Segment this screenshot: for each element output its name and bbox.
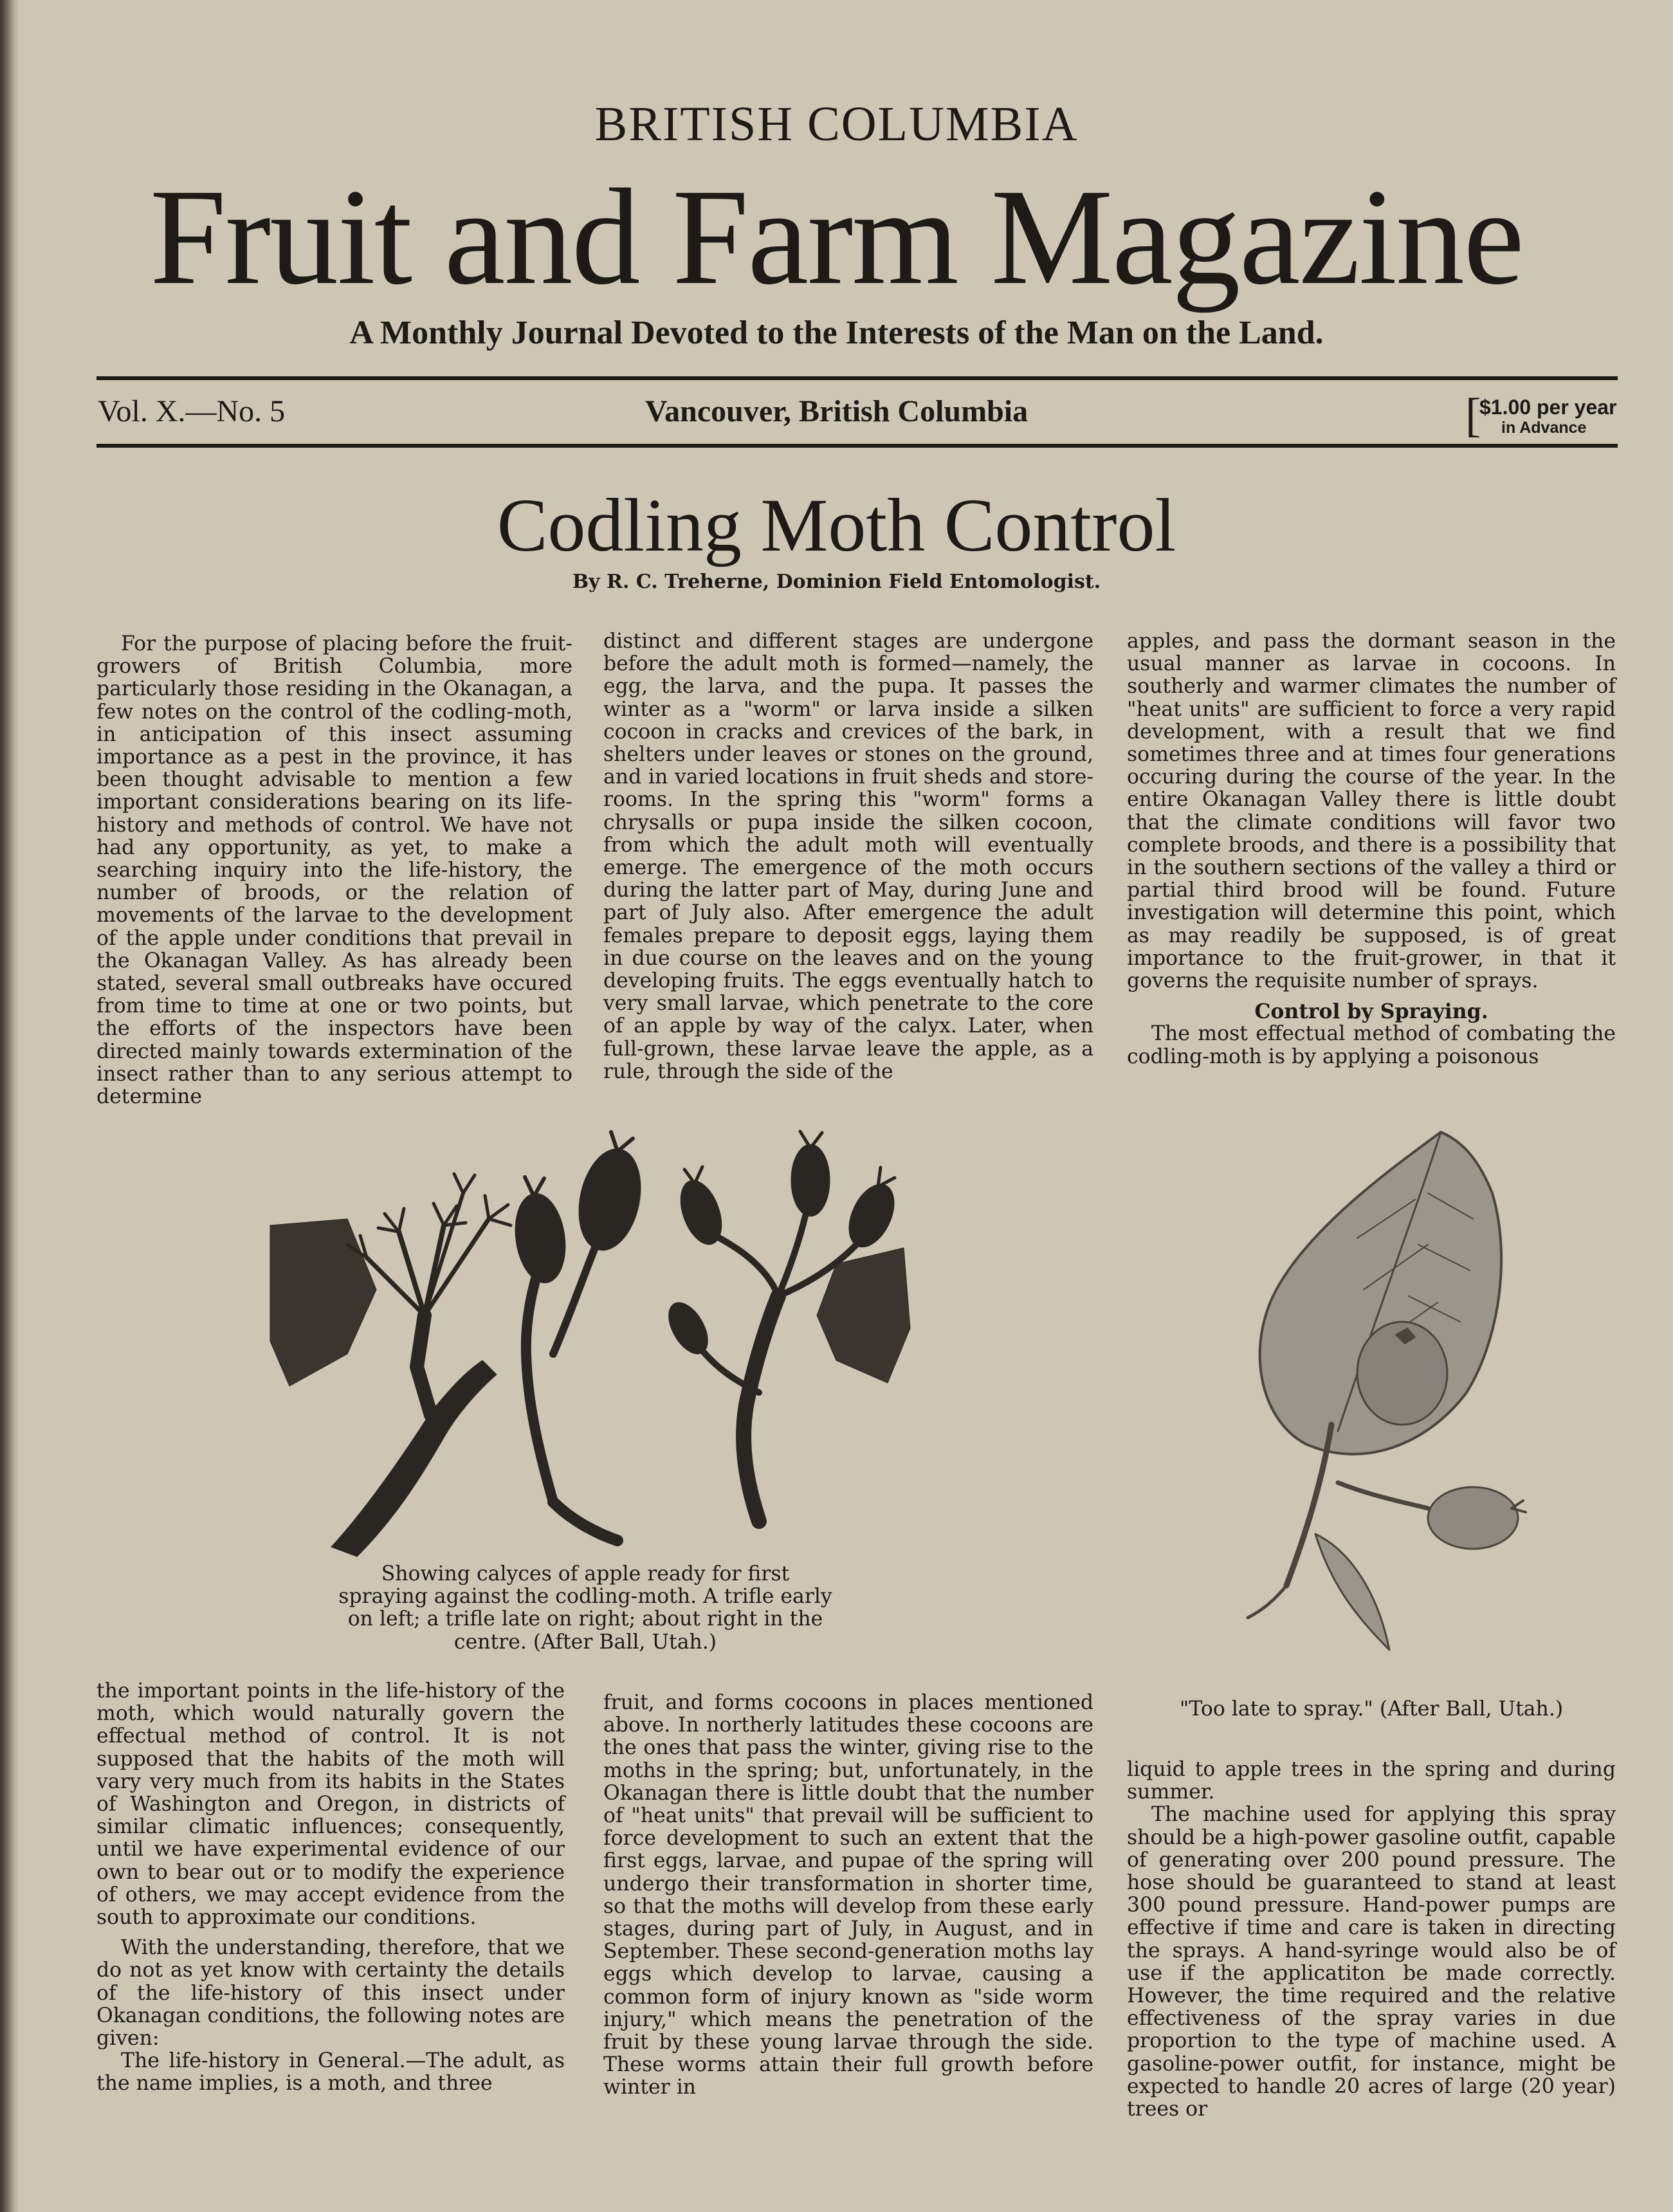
- column-2-upper: [603, 630, 1093, 1083]
- masthead-kicker: BRITISH COLUMBIA: [594, 97, 1079, 151]
- price-bracket: [: [1465, 389, 1481, 442]
- masthead-rule-top: [96, 376, 1618, 380]
- column-3-upper: [1127, 630, 1616, 1068]
- paragraph: the important points in the life-history of the moth, which would naturally govern the effectual method of control. It is not supposed that the habits of the moth will vary very much from its habits in the States of Washington and Oregon, in districts of similar climatic influences; consequently, until we have experimental evidence of our own to bear out or to modify the experience of others, we may accept evidence from the south to approximate our conditions.: [96, 1679, 565, 1930]
- figure-caption-calyces: Showing calyces of apple ready for first spraying against the codling-moth. A trifle early on left; a trifle late on right; about right in the centre. (After Ball, Utah.): [338, 1562, 832, 1654]
- paragraph: apples, and pass the dormant season in the usual manner as larvae in cocoons. In southerly and warmer climates the number of "heat units" are sufficient to force a very rapid development, with a result that we find sometimes three and at times four generations occuring during the course of the year. In the entire Okanagan Valley there is little doubt that the climate conditions will favor two complete broods, and there is a possibility that in the southern sections of the valley a third or partial third brood will be found. Future investigation will determine this point, which as may readily be supposed, is of great importance to the fruit-grower, in that it governs the requisite number of sprays.: [1127, 630, 1616, 993]
- price-note: in Advance: [1501, 419, 1587, 437]
- article-title: Codling Moth Control: [497, 483, 1176, 567]
- masthead-title: Fruit and Farm Magazine: [149, 161, 1524, 313]
- column-2-lower: [603, 1692, 1093, 2099]
- masthead-subtitle: A Monthly Journal Devoted to the Interests of the Man on the Land.: [349, 315, 1324, 351]
- paragraph: distinct and different stages are undergone before the adult moth is formed—namely, the egg, the larva, and the pupa. It passes the winter as a "worm" or larva inside a silken cocoon in cracks and crevices of the bark, in shelters under leaves or stones on the ground, and in varied locations in fruit sheds and store-rooms. In the spring this "worm" forms a chrysalls or pupa inside the silken cocoon, from which the adult moth will eventually emerge. The emergence of the moth occurs during the latter part of May, during June and part of July also. After emergence the adult females prepare to deposit eggs, laying them in due course on the leaves and on the young developing fruits. The eggs eventually hatch to very small larvae, which penetrate to the core of an apple by way of the calyx. Later, when full-grown, these larvae leave the apple, as a rule, through the side of the: [603, 630, 1093, 1083]
- paragraph: liquid to apple trees in the spring and during summer.: [1127, 1758, 1616, 1804]
- paragraph: fruit, and forms cocoons in places mentioned above. In northerly latitudes these cocoons are the ones that pass the winter, giving rise to the moths in the spring; but, unfortunately, in the Okanagan there is little doubt that the number of "heat units" that prevail will be sufficient to force development to such an extent that the first eggs, larvae, and pupae of the spring will undergo their transformation in shorter time, so that the moths will develop from these early stages, during part of July, in August, and in September. These second-generation moths lay eggs which develop to larvae, causing a common form of injury known as "side worm injury," which means the penetration of the fruit by these young larvae through the side. These worms attain their full growth before winter in: [603, 1691, 1093, 2099]
- figure-apple-calyces: [270, 1122, 913, 1560]
- figure-caption-leaf: "Too late to spray." (After Ball, Utah.): [1179, 1697, 1564, 1721]
- paragraph: The machine used for applying this spray should be a high-power gasoline outfit, capable of generating over 200 pound pressure. The hose should be guaranteed to stand at least 300 pound pressure. Hand-power pumps are effective if time and care is taken in directing the sprays. A hand-syringe would also be of use if the applicatiton be made correctly. However, the time required and the relative effectiveness of the spray varies in due proportion to the type of machine used. A gasoline-power outfit, for instance, might be expected to handle 20 acres of large (20 year) trees or: [1127, 1803, 1616, 2121]
- paragraph: The most effectual method of combating the codling-moth is by applying a poisonous: [1127, 1022, 1616, 1068]
- column-1-upper: [96, 633, 572, 1108]
- paragraph: For the purpose of placing before the fruit-growers of British Columbia, more particularly those residing in the Okanagan, a few notes on the control of the codling-moth, in anticipation of this insect assuming importance as a pest in the province, it has been thought advisable to mention a few important considerations bearing on its life-history and methods of control. We have not had any opportunity, as yet, to make a searching inquiry into the life-history, the number of broods, or the relation of movements of the larvae to the development of the apple under conditions that prevail in the Okanagan Valley. As has already been stated, several small outbreaks have occured from time to time at one or two points, but the efforts of the inspectors have been directed mainly towards extermination of the insect rather than to any serious attempt to determine: [96, 632, 572, 1109]
- masthead-rule-bottom: [96, 444, 1618, 448]
- column-1-lower: [96, 1680, 565, 2096]
- section-heading: Control by Spraying.: [1254, 1000, 1488, 1024]
- article-byline: By R. C. Treherne, Dominion Field Entomologist.: [572, 571, 1101, 593]
- paragraph: The life-history in General.—The adult, as the name implies, is a moth, and three: [96, 2049, 565, 2096]
- figure-leaf-and-apple: [1209, 1122, 1595, 1682]
- price-amount: $1.00 per year: [1479, 396, 1617, 419]
- paragraph: With the understanding, therefore, that we do not as yet know with certainty the details of the life-history of this insect under Okanagan conditions, the following notes are given:: [96, 1936, 565, 2051]
- volume-number: Vol. X.—No. 5: [98, 394, 286, 428]
- publication-location: Vancouver, British Columbia: [645, 394, 1028, 428]
- column-3-lower: [1127, 1759, 1616, 2121]
